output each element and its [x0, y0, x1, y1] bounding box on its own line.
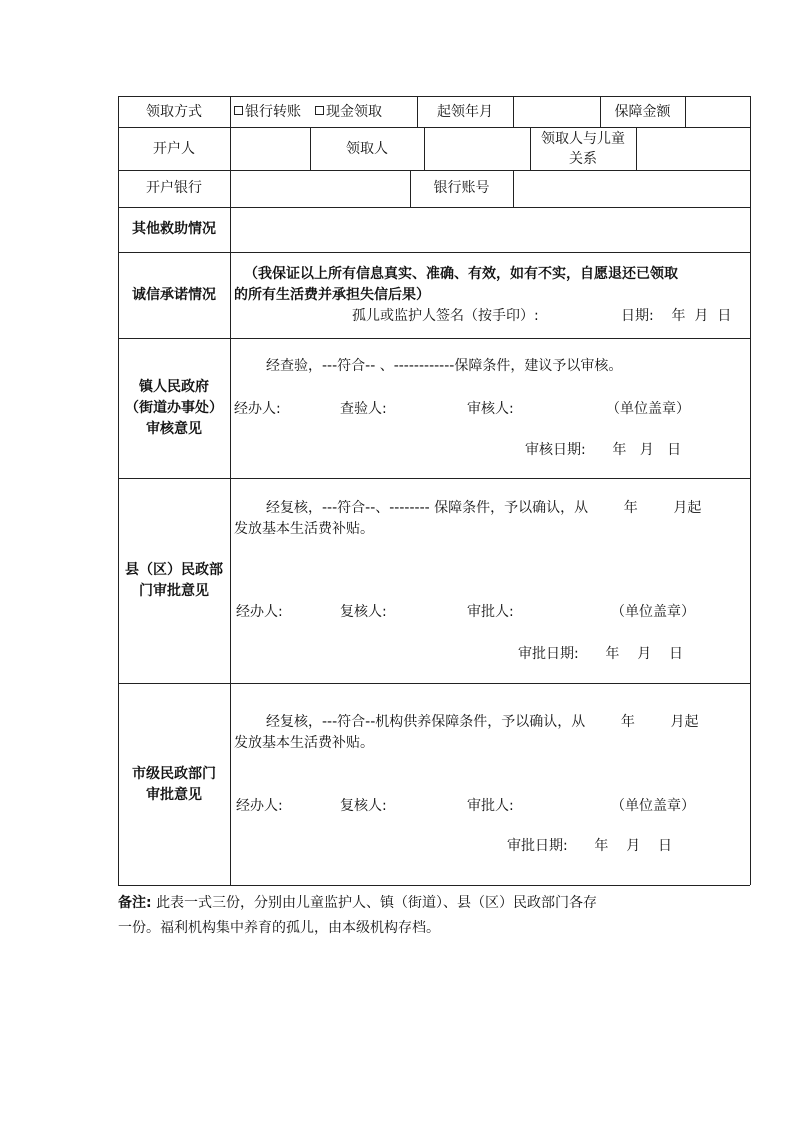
city-seal-label: （单位盖章） [611, 798, 695, 814]
cash-checkbox[interactable] [315, 106, 324, 115]
table-line [750, 96, 751, 885]
bank-transfer-option[interactable] [234, 102, 301, 122]
cash-label: 现金领取 [326, 104, 382, 120]
bank-label: 开户银行 [146, 180, 202, 196]
account-holder-label: 开户人 [153, 141, 195, 157]
city-handler-label: 经办人: [236, 798, 283, 814]
cash-option[interactable] [315, 102, 382, 122]
table-line [118, 96, 750, 97]
city-label-line1: 市级民政部门 [132, 766, 216, 782]
city-label-line2: 审批意见 [146, 787, 202, 803]
receiver-label: 领取人 [346, 141, 388, 157]
table-line [118, 127, 750, 128]
town-label-line2: （街道办事处） [125, 400, 223, 416]
table-line [685, 96, 686, 127]
town-label-line1: 镇人民政府 [139, 379, 209, 395]
county-seal-label: （单位盖章） [611, 604, 695, 620]
table-line [513, 96, 514, 127]
city-approver-label: 审批人: [467, 798, 514, 814]
note-text-line1: 此表一式三份，分别由儿童监护人、镇（街道）、县（区）民政部门各存 [156, 895, 598, 911]
town-checker-label: 查验人: [340, 401, 387, 417]
guardian-signature-label: 孤儿或监护人签名（按手印）: [352, 308, 539, 324]
town-label-line3: 审核意见 [146, 421, 202, 437]
relation-label-line2: 关系 [569, 151, 597, 167]
integrity-label: 诚信承诺情况 [132, 287, 216, 303]
note-label: 备注: [118, 895, 152, 911]
county-opinion-line1: 经复核，---符合--、-------- 保障条件，予以确认，从 年 月起 [266, 500, 702, 516]
county-label-line2: 门审批意见 [139, 583, 209, 599]
guarantee-amount-label: 保障金额 [614, 104, 671, 120]
table-line [118, 252, 750, 253]
other-assistance-label: 其他救助情况 [132, 221, 216, 237]
integrity-statement-line2: 的所有生活费并承担失信后果） [234, 287, 430, 303]
table-line [118, 478, 750, 479]
city-approval-date: 审批日期: 年 月 日 [507, 838, 673, 854]
receive-method-label: 领取方式 [146, 104, 202, 120]
town-opinion-text: 经查验，---符合-- 、------------保障条件，建议予以审核。 [266, 358, 623, 374]
table-line [118, 338, 750, 339]
table-line [118, 207, 750, 208]
city-opinion-line1: 经复核，---符合--机构供养保障条件，予以确认，从 年 月起 [266, 714, 699, 730]
bank-transfer-label: 银行转账 [245, 104, 301, 120]
city-rechecker-label: 复核人: [340, 798, 387, 814]
account-number-label: 银行账号 [433, 180, 490, 196]
county-approval-date: 审批日期: 年 月 日 [518, 646, 684, 662]
integrity-statement-line1: （我保证以上所有信息真实、准确、有效，如有不实，自愿退还已领取 [244, 266, 678, 282]
bank-transfer-checkbox[interactable] [234, 106, 243, 115]
table-line [513, 170, 514, 207]
note-line1 [118, 893, 597, 913]
town-reviewer-label: 审核人: [467, 401, 514, 417]
table-line [118, 170, 750, 171]
table-line [118, 885, 750, 886]
table-line [636, 127, 637, 170]
integrity-date: 日期: 年 月 日 [621, 308, 732, 324]
start-month-label: 起领年月 [437, 104, 493, 120]
town-seal-label: （单位盖章） [606, 401, 690, 417]
table-line [230, 96, 231, 885]
table-line [118, 683, 750, 684]
relation-label-line1: 领取人与儿童 [541, 131, 625, 147]
note-text-line2: 一份。福利机构集中养育的孤儿，由本级机构存档。 [118, 920, 440, 936]
table-line [424, 127, 425, 170]
county-label-line1: 县（区）民政部 [125, 562, 223, 578]
county-approver-label: 审批人: [467, 604, 514, 620]
town-review-date: 审核日期: 年 月 日 [525, 442, 682, 458]
county-opinion-line2: 发放基本生活费补贴。 [234, 521, 374, 537]
city-opinion-line2: 发放基本生活费补贴。 [234, 735, 374, 751]
county-handler-label: 经办人: [236, 604, 283, 620]
county-rechecker-label: 复核人: [340, 604, 387, 620]
town-handler-label: 经办人: [234, 401, 281, 417]
